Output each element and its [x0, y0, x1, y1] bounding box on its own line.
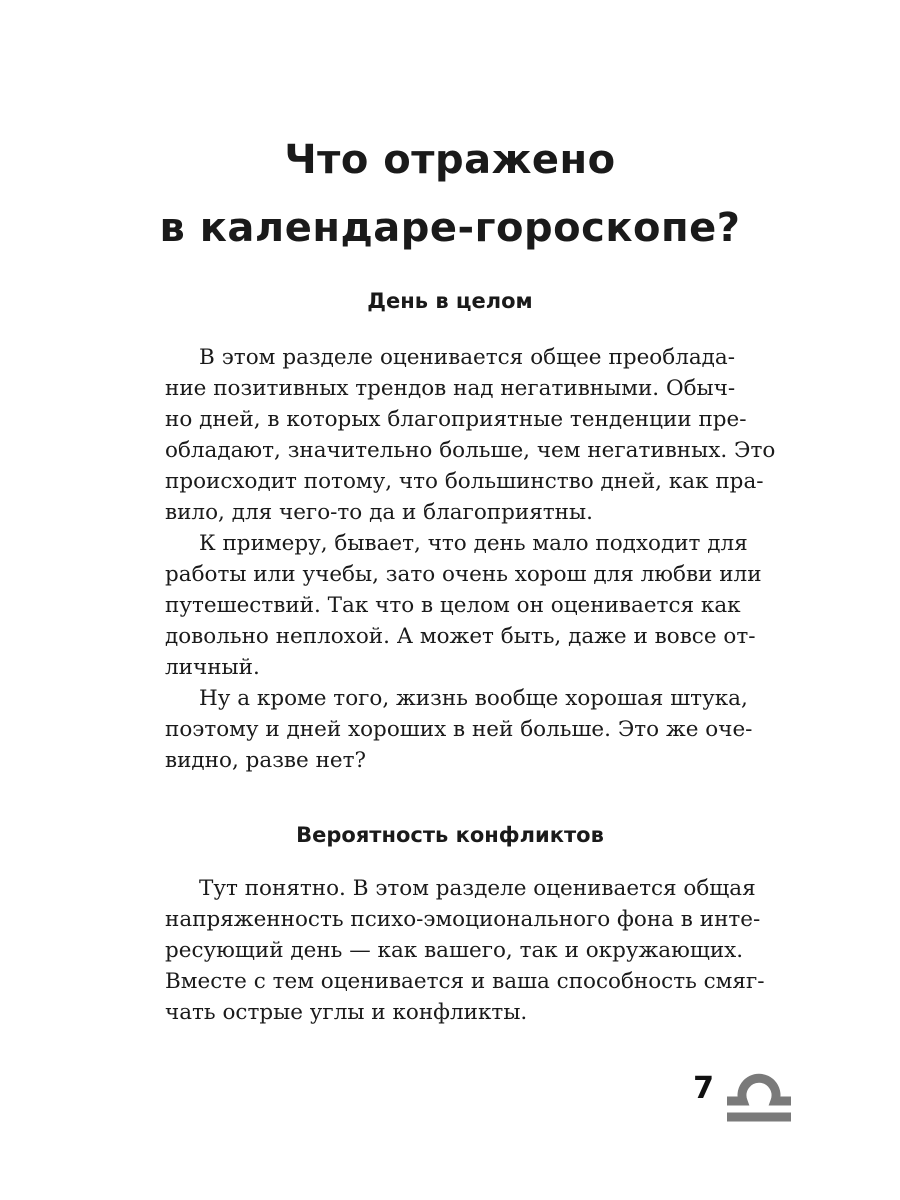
text-line: происходит потому, что большинство дней, как пра-	[165, 469, 764, 494]
section-heading-day-overall: День в целом	[367, 289, 533, 313]
text-line: обладают, значительно больше, чем негативных. Это	[165, 438, 776, 463]
text-line: путешествий. Так что в целом он оценивается как	[165, 593, 741, 618]
text-line: работы или учебы, зато очень хорош для любви или	[165, 562, 762, 587]
text-line: К примеру, бывает, что день мало подходит для	[199, 531, 748, 556]
page-number: 7	[693, 1071, 714, 1106]
text-line: личный.	[165, 655, 260, 680]
text-line: напряженность психо-эмоционального фона в инте-	[165, 907, 761, 932]
section-heading-conflict-probability: Вероятность конфликтов	[296, 823, 604, 847]
text-line: вило, для чего-то да и благоприятны.	[165, 500, 593, 525]
text-line: ресующий день — как вашего, так и окружающих.	[165, 938, 744, 963]
text-line: Вместе с тем оценивается и ваша способность смяг-	[165, 969, 765, 994]
text-line: но дней, в которых благоприятные тенденции пре-	[165, 407, 747, 432]
libra-icon	[723, 1061, 795, 1127]
text-line: В этом разделе оценивается общее преоблада-	[199, 345, 735, 370]
text-line: видно, разве нет?	[165, 748, 367, 773]
text-line: поэтому и дней хороших в ней больше. Это же оче-	[165, 717, 753, 742]
text-line: ние позитивных трендов над негативными. Обыч-	[165, 376, 736, 401]
text-line: довольно неплохой. А может быть, даже и вовсе от-	[165, 624, 756, 649]
chapter-title-line-1: Что отражено	[284, 137, 616, 183]
text-line: чать острые углы и конфликты.	[165, 1000, 528, 1025]
text-line: Тут понятно. В этом разделе оценивается общая	[199, 876, 756, 901]
chapter-title-line-2: в календаре-гороскопе?	[159, 205, 741, 251]
text-line: Ну а кроме того, жизнь вообще хорошая штука,	[199, 686, 748, 711]
